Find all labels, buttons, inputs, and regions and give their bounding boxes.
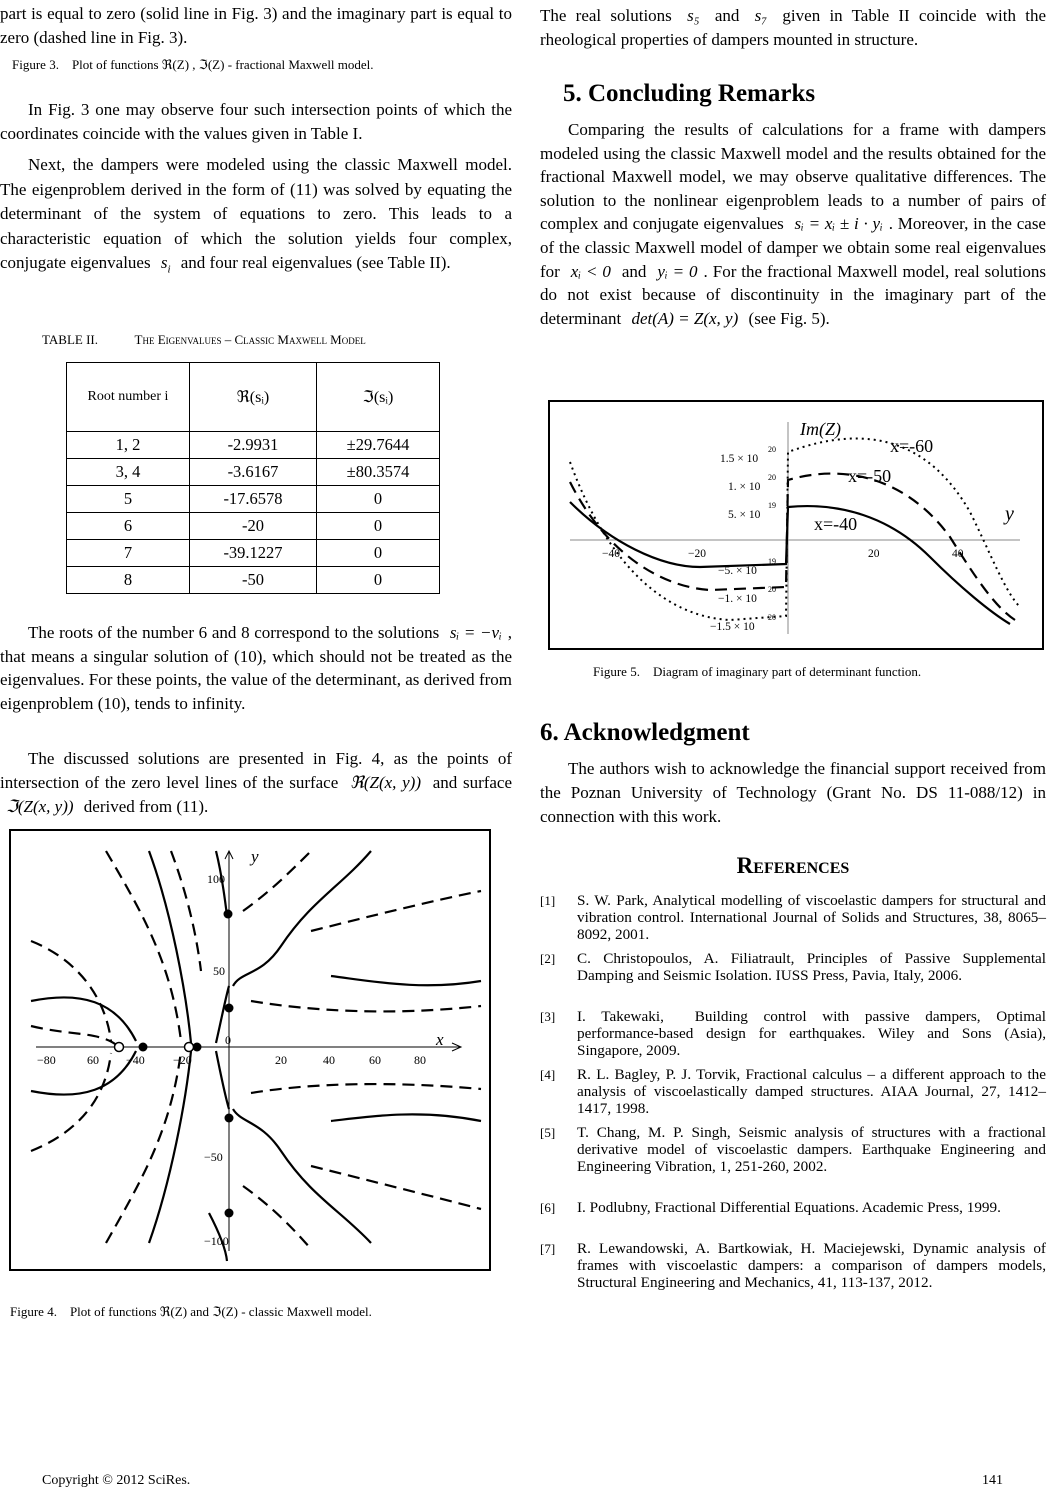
- page-number: 141: [982, 1473, 1003, 1488]
- dashed-contour: [106, 851, 181, 1041]
- fig4-x-tick: 60: [87, 1053, 99, 1067]
- table-caption: TABLE II. The Eigenvalues – Classic Maxwell Model: [42, 332, 366, 347]
- fig5-x-tick: −40: [602, 548, 620, 560]
- fig4-x-tick: 40: [323, 1053, 335, 1067]
- table-cell: -50: [190, 567, 317, 594]
- reference-text: T. Chang, M. P. Singh, Seismic analysis of structures with a fractional derivative model of viscoelastic dampers. Earthquake Engineering and Engineering Vibration, 1, 251-260, 2002.: [577, 1124, 1046, 1175]
- reference-item: [540, 1124, 1046, 1175]
- eigenvalue-table: [66, 362, 440, 594]
- fig5-y-tick-exp: 20: [768, 613, 776, 622]
- table-cell: -17.6578: [190, 486, 317, 513]
- eigenvalue-point: [225, 1004, 234, 1013]
- reference-number: [2]: [540, 951, 556, 966]
- fig4-y-tick: −50: [204, 1150, 223, 1164]
- table-row: [67, 432, 440, 459]
- reference-number: [1]: [540, 893, 556, 908]
- dashed-contour: [243, 1186, 311, 1249]
- paragraph-classic-maxwell: Next, the dampers were modeled using the classic Maxwell model. The eigenproblem derived in the form of (11) was solved by equating the determinant of the system of equations to zero. This leads to a characteristic equation of which the solution yields four complex, conjugate eigenvalues $s_i$ and four real eigenvalues (see Table II).: [0, 155, 512, 276]
- curve-x-50: [570, 474, 1015, 620]
- dashed-contour: [311, 1166, 481, 1209]
- imag-part-surface: ℑ(Z(x, y)): [6, 797, 74, 816]
- y-condition: yᵢ = 0: [657, 261, 698, 281]
- dashed-contour: [31, 941, 111, 1041]
- table-cell: 0: [317, 486, 440, 513]
- figure-5: [548, 400, 1044, 650]
- table-cell: 7: [67, 540, 190, 567]
- dashed-contour: [171, 851, 201, 971]
- determinant-equation: det(A) = Z(x, y): [631, 308, 739, 328]
- paragraph-acknowledgment: The authors wish to acknowledge the financial support received from the Poznan University of Technology (Grant No. DS 11-088/12) in connection with this work.: [540, 759, 1046, 826]
- eigenvalue-symbol: $s_i$: [160, 253, 171, 276]
- fig5-y-tick-exp: 19: [768, 501, 776, 510]
- table-cell: 0: [317, 540, 440, 567]
- reference-item: [540, 1066, 1046, 1117]
- table-header: ℜ(sᵢ): [190, 363, 317, 432]
- fig5-x-tick: 20: [868, 548, 880, 560]
- paragraph-continued: part is equal to zero (solid line in Fig. 3) and the imaginary part is equal to zero (dashed line in Fig. 3).: [0, 4, 512, 47]
- paragraph-real-solutions: The real solutions s₅ and s₇ given in Table II coincide with the rheological properties of dampers mounted in structure.: [540, 6, 1047, 49]
- fig5-y-tick: −1.5 × 10: [710, 621, 755, 633]
- figure-4-caption: Figure 4. Plot of functions ℜ(Z) and ℑ(Z) - classic Maxwell model.: [10, 1304, 372, 1319]
- reference-text: S. W. Park, Analytical modelling of viscoelastic dampers for structural and vibration control. International Journal of Solids and Structures, 38, 8065–8092, 2001.: [577, 892, 1046, 943]
- reference-item: [540, 950, 1046, 984]
- table-cell: ±29.7644: [317, 432, 440, 459]
- reference-text: R. L. Bagley, P. J. Torvik, Fractional calculus – a different approach to the analysis of viscoelastically damped structures. AIAA Journal, 27, 1412–1417, 1998.: [577, 1066, 1046, 1117]
- fig4-x-tick: 60: [369, 1053, 381, 1067]
- dashed-contour: [31, 1053, 111, 1151]
- curve-label-x50: x=-50: [848, 466, 892, 486]
- solid-contour: [149, 1051, 191, 1243]
- figure-4-plot: [11, 831, 489, 1269]
- table-cell: -3.6167: [190, 459, 317, 486]
- table-row: [67, 540, 440, 567]
- eigenvalue-point: [139, 1043, 148, 1052]
- eigenvalue-equation: sᵢ = xᵢ ± i · yᵢ: [794, 214, 883, 234]
- dashed-contour: [31, 1026, 119, 1047]
- eigenvalue-point: [224, 910, 233, 919]
- fig5-y-tick-exp: 20: [768, 445, 776, 454]
- paragraph-roots: The roots of the number 6 and 8 correspond to the solutions sᵢ = −νᵢ , that means a singular solution of (10), which should not be treated as the eigenvalues. For these points, the value of the determinant, as derived from eigenproblem (10), tends to infinity.: [0, 623, 513, 713]
- reference-number: [3]: [540, 1009, 556, 1024]
- table-cell: 6: [67, 513, 190, 540]
- fig4-y-tick: 100: [207, 872, 225, 886]
- reference-text: C. Christopoulos, A. Filiatrault, Principles of Passive Supplemental Damping and Seismic Isolation. IUSS Press, Pavia, Italy, 2006.: [577, 950, 1046, 984]
- solid-contour: [216, 1051, 229, 1109]
- table-row: [67, 567, 440, 594]
- fig5-x-label: y: [1005, 503, 1014, 525]
- reference-text: R. Lewandowski, A. Bartkowiak, H. Maciejewski, Dynamic analysis of frames with viscoelastic dampers: a comparison of dampers models, Structural Engineering and Mechanics, 41, 113-137, 2012.: [577, 1240, 1046, 1291]
- fig5-y-tick-exp: 19: [768, 557, 776, 566]
- table-cell: -39.1227: [190, 540, 317, 567]
- solid-contour: [233, 851, 371, 986]
- table-row: [67, 513, 440, 540]
- table-cell: 8: [67, 567, 190, 594]
- singular-solution-equation: sᵢ = −νᵢ: [449, 623, 502, 642]
- fig5-y-tick: 5. × 10: [728, 509, 761, 521]
- references-heading: References: [736, 853, 850, 878]
- reference-item: [540, 1240, 1046, 1291]
- fig4-y-tick: 50: [213, 964, 225, 978]
- s7-symbol: s₇: [754, 6, 768, 25]
- fig5-y-tick: −5. × 10: [718, 565, 757, 577]
- dashed-contour: [106, 1051, 181, 1243]
- solid-contour: [149, 851, 191, 1043]
- dashed-contour: [251, 1084, 481, 1093]
- figure-3-caption: Figure 3. Plot of functions ℜ(Z) , ℑ(Z) - fractional Maxwell model.: [12, 57, 374, 72]
- curve-label-x40: x=-40: [814, 514, 858, 534]
- fig4-x-tick: −40: [126, 1053, 145, 1067]
- reference-number: [6]: [540, 1200, 556, 1215]
- reference-item: [540, 1199, 1046, 1216]
- x-condition: xᵢ < 0: [570, 261, 611, 281]
- table-cell: 0: [317, 513, 440, 540]
- footer-copyright: Copyright © 2012 SciRes.: [42, 1473, 191, 1488]
- table-cell: -2.9931: [190, 432, 317, 459]
- fig4-x-tick: 80: [414, 1053, 426, 1067]
- curve-label-x60: x=-60: [890, 436, 934, 456]
- paragraph-concluding: Comparing the results of calculations for a frame with dampers modeled using the classic Maxwell model and the results obtained for the fractional Maxwell model, we may observe qualitative differences. The solution to the nonlinear eigenproblem leads to a number of pairs of complex and conjugate eigenvalues sᵢ = xᵢ ± i · yᵢ . Moreover, in the case of the classic Maxwell model of damper we obtain some real eigenvalues for xᵢ < 0 and yᵢ = 0 . For the fractional Maxwell model, real solutions do not exist because of discontinuity in the imaginary part of the determinant det(A) = Z(x, y) (see Fig. 5).: [540, 120, 1047, 328]
- real-part-surface: ℜ(Z(x, y)): [350, 773, 421, 792]
- reference-text: I. Podlubny, Fractional Differential Equations. Academic Press, 1999.: [577, 1199, 1001, 1216]
- reference-number: [4]: [540, 1067, 556, 1082]
- fig4-x-tick: −80: [37, 1053, 56, 1067]
- table-header-row: [67, 363, 440, 432]
- fig5-y-label: Im(Z): [800, 419, 841, 439]
- paragraph-fig3: In Fig. 3 one may observe four such intersection points of which the coordinates coincide with the values given in Table I.: [0, 100, 512, 143]
- table-cell: 1, 2: [67, 432, 190, 459]
- fig4-y-tick: −100: [204, 1234, 229, 1248]
- singular-point: [115, 1043, 124, 1052]
- table-cell: -20: [190, 513, 317, 540]
- fig4-y-label: y: [251, 847, 259, 866]
- fig5-x-tick: 40: [952, 548, 964, 560]
- table-row: [67, 459, 440, 486]
- table-cell: 3, 4: [67, 459, 190, 486]
- fig4-x-label: x: [436, 1030, 444, 1049]
- table-cell: 5: [67, 486, 190, 513]
- solid-contour: [31, 997, 136, 1041]
- reference-item: [540, 892, 1046, 943]
- fig5-x-tick: −20: [688, 548, 706, 560]
- fig5-y-tick: −1. × 10: [718, 593, 757, 605]
- table-cell: 0: [317, 567, 440, 594]
- table-header: ℑ(sᵢ): [317, 363, 440, 432]
- reference-number: [7]: [540, 1241, 556, 1256]
- reference-item: [540, 1008, 1046, 1059]
- table-cell: ±80.3574: [317, 459, 440, 486]
- fig4-x-tick: −20: [173, 1053, 192, 1067]
- fig5-y-tick: 1. × 10: [728, 481, 761, 493]
- section-heading-concluding: 5. Concluding Remarks: [563, 80, 816, 107]
- eigenvalue-point: [225, 1114, 234, 1123]
- figure-4: [9, 829, 491, 1271]
- table-header: Root number i: [67, 363, 190, 432]
- fig4-x-tick: 20: [275, 1053, 287, 1067]
- curve-x-60: [570, 439, 1020, 621]
- fig5-y-tick-exp: 20: [768, 473, 776, 482]
- dashed-contour: [311, 891, 481, 931]
- solid-contour: [331, 1114, 481, 1121]
- solid-contour: [331, 976, 481, 985]
- fig4-x-tick: 0: [225, 1033, 231, 1047]
- reference-number: [5]: [540, 1125, 556, 1140]
- table-row: [67, 486, 440, 513]
- dashed-contour: [251, 1001, 481, 1011]
- figure-5-plot: [550, 402, 1042, 648]
- section-heading-acknowledgment: 6. Acknowledgment: [540, 719, 750, 746]
- paragraph-discussed: The discussed solutions are presented in Fig. 4, as the points of intersection of the zero level lines of the surface ℜ(Z(x, y)) and surface ℑ(Z(x, y)) derived from (11).: [0, 749, 513, 816]
- eigenvalue-point: [225, 1209, 234, 1218]
- s5-symbol: s₅: [687, 6, 700, 25]
- singular-point: [185, 1043, 194, 1052]
- fig5-y-tick-exp: 20: [768, 585, 776, 594]
- reference-text: I. Takewaki, Building control with passive dampers, Optimal performance-based design for earthquakes. Wiley and Sons (Asia), Singapore, 2009.: [577, 1008, 1046, 1059]
- figure-5-caption: Figure 5. Diagram of imaginary part of determinant function.: [593, 664, 922, 679]
- fig5-y-tick: 1.5 × 10: [720, 453, 759, 465]
